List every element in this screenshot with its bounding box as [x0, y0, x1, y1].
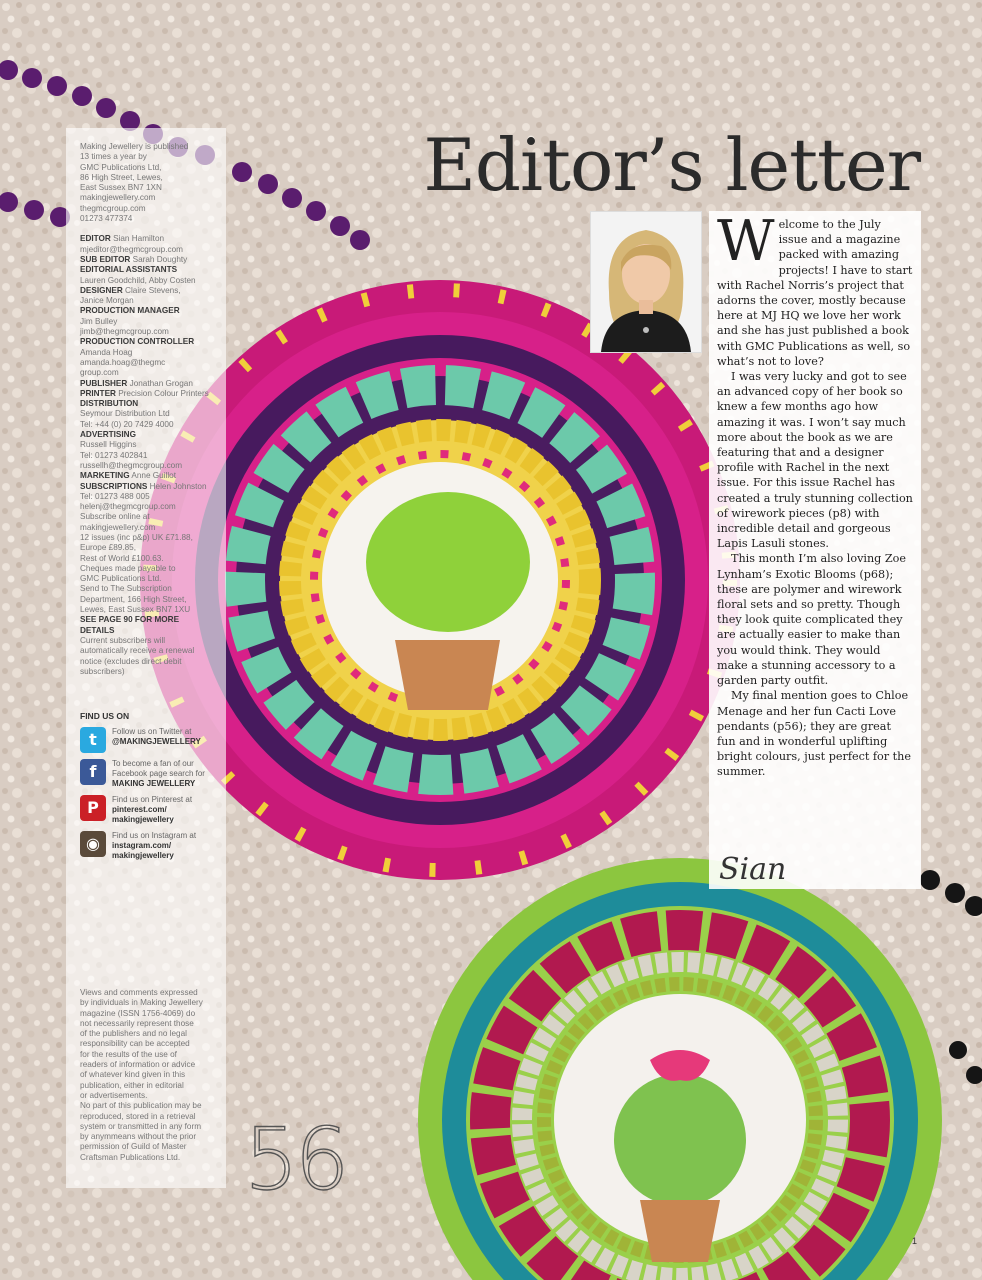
staff-detail: Subscribe online at: [80, 512, 150, 522]
staff-detail: Europe £89.85,: [80, 543, 136, 553]
see-page-note: [80, 615, 218, 636]
staff-role: PRODUCTION CONTROLLER: [80, 337, 195, 347]
staff-role: SUBSCRIPTIONS: [80, 481, 148, 491]
staff-detail: Amanda Hoag: [80, 347, 133, 357]
staff-detail: Jim Bulley: [80, 316, 118, 326]
publisher-line: Making Jewellery is published: [80, 142, 189, 151]
staff-detail: Cheques made payable to: [80, 563, 176, 573]
website-link[interactable]: makingjewellery.com: [80, 193, 156, 203]
disclaimer-line: system or transmitted in any form: [80, 1121, 202, 1131]
staff-detail: Seymour Distribution Ltd: [80, 409, 170, 419]
social-line: To become a fan of our: [112, 759, 194, 769]
staff-name: Sarah Doughty: [132, 254, 188, 264]
social-line: Find us on Pinterest at: [112, 795, 193, 805]
see-page-line: DETAILS: [80, 625, 115, 635]
staff-detail[interactable]: jimb@thegmcgroup.com: [80, 327, 169, 337]
folio-page-number: 1: [912, 1236, 918, 1246]
letter-paragraph: [717, 209, 913, 369]
disclaimer-line: of the publishers and no legal: [80, 1029, 187, 1039]
pinterest-icon[interactable]: P: [80, 795, 106, 821]
page-title: Editor’s letter: [423, 123, 920, 207]
staff-detail: Send to The Subscription: [80, 584, 172, 594]
website-link[interactable]: thegmcgroup.com: [80, 203, 146, 213]
disclaimer-line: of whatever kind given in this: [80, 1070, 186, 1080]
staff-name: Claire Stevens,: [125, 285, 181, 295]
letter-paragraph: I was very lucky and got to see an advanced copy of her book so knew a few months ago how amazing it was. I won’t say much more about the book as we are featuring that and a designer profile with Rachel in the next issue. For this issue Rachel has created a truly stunning collection of wirework pieces (p8) with incredible detail and gorgeous Lapis Lasuli stones.: [717, 370, 913, 551]
staff-role: DISTRIBUTION: [80, 399, 139, 409]
staff-role: MARKETING: [80, 471, 130, 481]
staff-detail: GMC Publications Ltd.: [80, 574, 162, 584]
editors-letter: [709, 211, 921, 889]
disclaimer-line: permission of Guild of Master: [80, 1142, 187, 1152]
staff-entry: [80, 265, 218, 286]
staff-name: Helen Johnston: [149, 481, 207, 491]
see-page-line: SEE PAGE 90 FOR MORE: [80, 615, 180, 625]
disclaimer-line: Craftsman Publications Ltd.: [80, 1152, 181, 1162]
staff-detail[interactable]: mjeditor@thegmcgroup.com: [80, 244, 183, 254]
social-item[interactable]: [80, 831, 218, 861]
disclaimer-line: by individuals in Making Jewellery: [80, 998, 203, 1008]
social-text: [112, 795, 192, 825]
staff-role: ADVERTISING: [80, 430, 136, 440]
staff-detail: Russell Higgins: [80, 440, 137, 450]
staff-detail: Tel: +44 (0) 20 7429 4000: [80, 419, 174, 429]
social-line: Find us on Instagram at: [112, 831, 197, 841]
disclaimer-line: for the results of the use of: [80, 1049, 177, 1059]
social-handle[interactable]: makingjewellery: [112, 815, 174, 825]
staff-entry: [80, 430, 218, 471]
staff-role: EDITORIAL ASSISTANTS: [80, 265, 178, 275]
staff-entry: [80, 471, 218, 481]
letter-paragraph: My final mention goes to Chloe Menage and her fun Cacti Love pendants (p56); they are great fun and in wonderful uplifting bright colours, just perfect for the summer.: [717, 689, 912, 779]
disclaimer-line: Views and comments expressed: [80, 988, 198, 997]
disclaimer-line: No part of this publication may be: [80, 1101, 202, 1111]
staff-detail[interactable]: amanda.hoag@thegmc: [80, 357, 166, 367]
disclaimer-line: responsibility can be accepted: [80, 1039, 190, 1049]
social-handle[interactable]: @MAKINGJEWELLERY: [112, 737, 201, 747]
publisher-line: 13 times a year by: [80, 152, 147, 162]
page-reference-number: 56: [244, 1110, 346, 1210]
colophon-panel: [66, 128, 226, 1188]
social-handle[interactable]: pinterest.com/: [112, 805, 167, 815]
twitter-icon[interactable]: t: [80, 727, 106, 753]
staff-entry: [80, 399, 218, 430]
staff-entry: [80, 482, 218, 616]
renewal-line: automatically receive a renewal: [80, 646, 195, 656]
publisher-line: East Sussex BN7 1XN: [80, 183, 162, 193]
staff-name: Precision Colour Printers: [118, 388, 209, 398]
staff-detail[interactable]: group.com: [80, 368, 119, 378]
staff-detail[interactable]: russellh@thegmcgroup.com: [80, 460, 183, 470]
disclaimer-line: magazine (ISSN 1756-4069) do: [80, 1008, 196, 1018]
staff-detail: Lewes, East Sussex BN7 1XU: [80, 605, 191, 615]
staff-name: Sian Hamilton: [113, 234, 165, 244]
staff-detail: Tel: 01273 488 005: [80, 491, 150, 501]
social-line: Facebook page search for: [112, 769, 205, 779]
staff-entry: [80, 337, 218, 378]
staff-entry: [80, 389, 218, 399]
editor-signature: Sian: [719, 851, 787, 887]
staff-detail: Janice Morgan: [80, 296, 134, 306]
disclaimer-line: readers of information or advice: [80, 1060, 196, 1070]
disclaimer-line: by anymmeans without the prior: [80, 1132, 197, 1142]
letter-paragraph: This month I’m also loving Zoe Lynham’s Exotic Blooms (p68); these are polymer and wirework floral sets and so pretty. Though they look quite complicated they are actually easier to make than you would think. They would make a stunning accessory to a garden party outfit.: [717, 552, 907, 688]
drop-cap: W: [717, 209, 775, 274]
staff-name: Anne Guillot: [131, 471, 177, 481]
staff-role: EDITOR: [80, 234, 111, 244]
renewal-note: [80, 636, 218, 677]
social-text: [112, 727, 201, 747]
staff-entry: [80, 255, 218, 265]
staff-entry: [80, 234, 218, 255]
social-handle[interactable]: makingjewellery: [112, 851, 174, 861]
social-item[interactable]: [80, 759, 218, 789]
publisher-info: [80, 142, 218, 224]
disclaimer-line: publication, either in editorial: [80, 1080, 184, 1090]
staff-entry: [80, 379, 218, 389]
renewal-line: subscribers): [80, 666, 125, 676]
staff-role: SUB EDITOR: [80, 254, 131, 264]
disclaimer: [80, 988, 222, 1163]
letter-paragraph-text: elcome to the July issue and a magazine packed with amazing projects! I have to start with Rachel Norris’s project that adorns the cover, mostly because here at MJ HQ we love her work and she has just published a book with GMC Publications as well, so what’s not to love?: [717, 218, 913, 368]
social-list: [80, 727, 218, 861]
staff-role: PRODUCTION MANAGER: [80, 306, 180, 316]
staff-role: PRINTER: [80, 388, 116, 398]
staff-entry: [80, 306, 218, 337]
disclaimer-line: or advertisements.: [80, 1090, 148, 1100]
social-item[interactable]: [80, 727, 218, 753]
disclaimer-line: not necessarily represent those: [80, 1018, 194, 1028]
disclaimer-line: reproduced, stored in a retrieval: [80, 1111, 196, 1121]
staff-role: PUBLISHER: [80, 378, 128, 388]
social-line: Follow us on Twitter at: [112, 727, 192, 737]
staff-detail[interactable]: makingjewellery.com: [80, 522, 156, 532]
phone-number: 01273 477374: [80, 214, 133, 224]
renewal-line: Current subscribers will: [80, 635, 166, 645]
publisher-line: GMC Publications Ltd,: [80, 162, 162, 172]
instagram-icon[interactable]: ◉: [80, 831, 106, 857]
staff-entry: [80, 286, 218, 307]
staff-detail[interactable]: helenj@thegmcgroup.com: [80, 502, 176, 512]
staff-detail: 12 issues (inc p&p) UK £71.88,: [80, 532, 193, 542]
social-item[interactable]: [80, 795, 218, 825]
staff-detail: Rest of World £100.63.: [80, 553, 164, 563]
staff-detail: Department, 166 High Street,: [80, 594, 187, 604]
find-us-heading: FIND US ON: [80, 711, 130, 722]
staff-role: DESIGNER: [80, 285, 123, 295]
editor-portrait: [590, 211, 702, 353]
renewal-line: notice (excludes direct debit: [80, 656, 182, 666]
facebook-icon[interactable]: f: [80, 759, 106, 785]
staff-list: [80, 234, 218, 615]
staff-detail: Tel: 01273 402841: [80, 450, 148, 460]
staff-detail: Lauren Goodchild, Abby Costen: [80, 275, 196, 285]
staff-name: Jonathan Grogan: [129, 378, 193, 388]
social-text: [112, 831, 196, 861]
social-handle[interactable]: MAKING JEWELLERY: [112, 779, 196, 789]
social-text: [112, 759, 205, 789]
publisher-line: 86 High Street, Lewes,: [80, 172, 163, 182]
social-handle[interactable]: instagram.com/: [112, 841, 172, 851]
